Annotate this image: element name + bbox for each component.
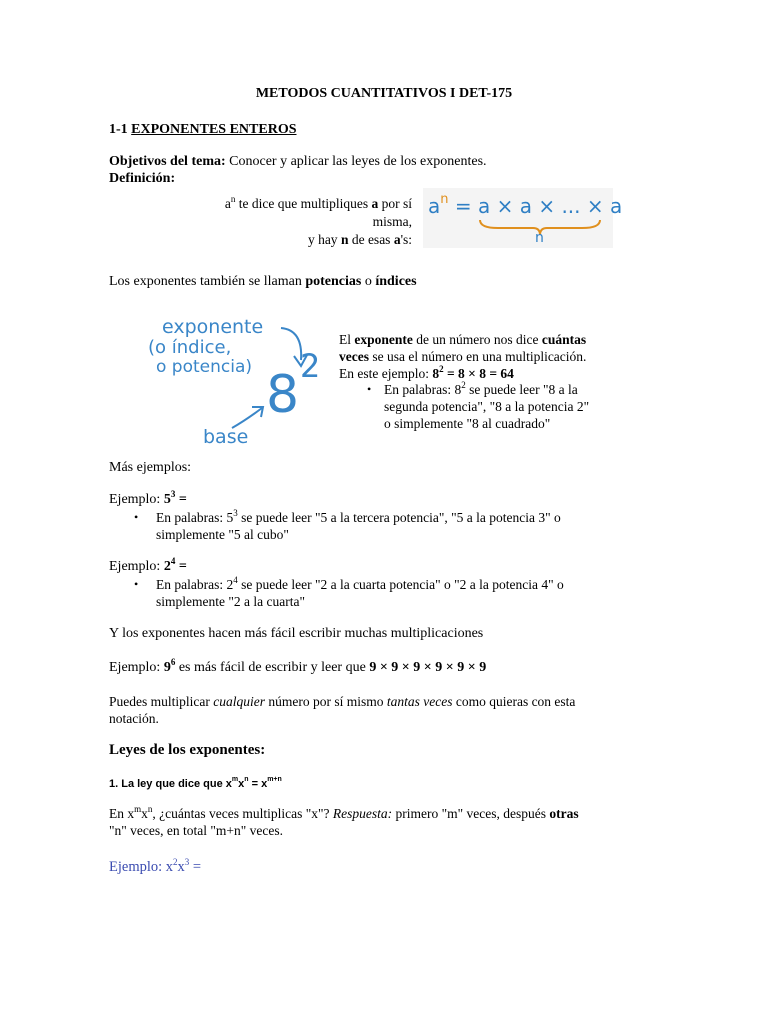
example-4: Ejemplo: $x^2x^3$ = [109, 857, 202, 875]
label-base: base [203, 426, 249, 448]
easier-text: Y los exponentes hacen más fácil escribir muchas multiplicaciones [109, 626, 484, 641]
label-potencia: o potencia) [156, 357, 253, 377]
brace-label: n [535, 230, 544, 246]
example-2-bullet: En palabras: $2^4$ se puede leer "2 a la cuarta potencia" o "2 a la potencia 4" o simplemente "2 a la cuarta" [156, 575, 564, 609]
laws-heading: Leyes de los exponentes: [109, 742, 266, 758]
exponent-explanation: El exponente de un número nos dice cuántas veces se usa el número en una multiplicación. En este ejemplo: $8^2 = 8 \times 8 = 64$ [339, 332, 587, 381]
exponent-diagram [140, 310, 330, 455]
exponent-number: 2 [300, 347, 321, 385]
bullet: • [134, 510, 139, 524]
law-1-text: En $x^mx^n$, ¿cuántas veces multiplicas "x"? Respuesta: primero "m" veces, después otras "n" veces, en total "m+n" veces. [109, 804, 579, 838]
explanation-bullet: En palabras: $8^2$ se puede leer "8 a la segunda potencia", "8 a la potencia 2" o simplemente "8 al cuadrado" [384, 380, 590, 431]
objectives-line: Objetivos del tema: Conocer y aplicar las leyes de los exponentes. [109, 154, 487, 169]
definition-figure [423, 188, 623, 248]
formula: $a^n = a \times a$ × ... × a [428, 192, 623, 218]
example-3: Ejemplo: $9^6$ es más fácil de escribir y leer que 9 × 9 × 9 × 9 × 9 × 9 [109, 657, 487, 675]
label-indice: (o índice, [148, 337, 232, 358]
multiply-text: Puedes multiplicar cualquier número por sí mismo tantas veces como quieras con esta notación. [109, 694, 576, 726]
label-exponente: exponente [162, 316, 264, 338]
definition-label: Definición: [109, 171, 176, 186]
section-heading: 1-1 EXPONENTES ENTEROS [109, 122, 297, 137]
law-1-heading: 1. La ley que dice que $x^mx^n = x^{m+n}$ [109, 776, 282, 790]
bullet: • [367, 382, 372, 396]
also-called: Los exponentes también se llaman potencias o índices [109, 274, 417, 289]
definition-text: $a^n$ te dice que multipliques a por sí misma, y hay n de esas a's: [224, 194, 412, 247]
example-1-bullet: En palabras: $5^3$ se puede leer "5 a la tercera potencia", "5 a la potencia 3" o simplemente "5 al cubo" [156, 508, 561, 542]
base-number: 8 [266, 365, 300, 425]
page-title: METODOS CUANTITATIVOS I DET-175 [255, 86, 513, 101]
bullet: • [134, 577, 139, 591]
more-examples: Más ejemplos: [109, 460, 192, 475]
example-1: Ejemplo: $5^3$ = [109, 489, 187, 507]
example-2: Ejemplo: $2^4$ = [109, 556, 187, 574]
